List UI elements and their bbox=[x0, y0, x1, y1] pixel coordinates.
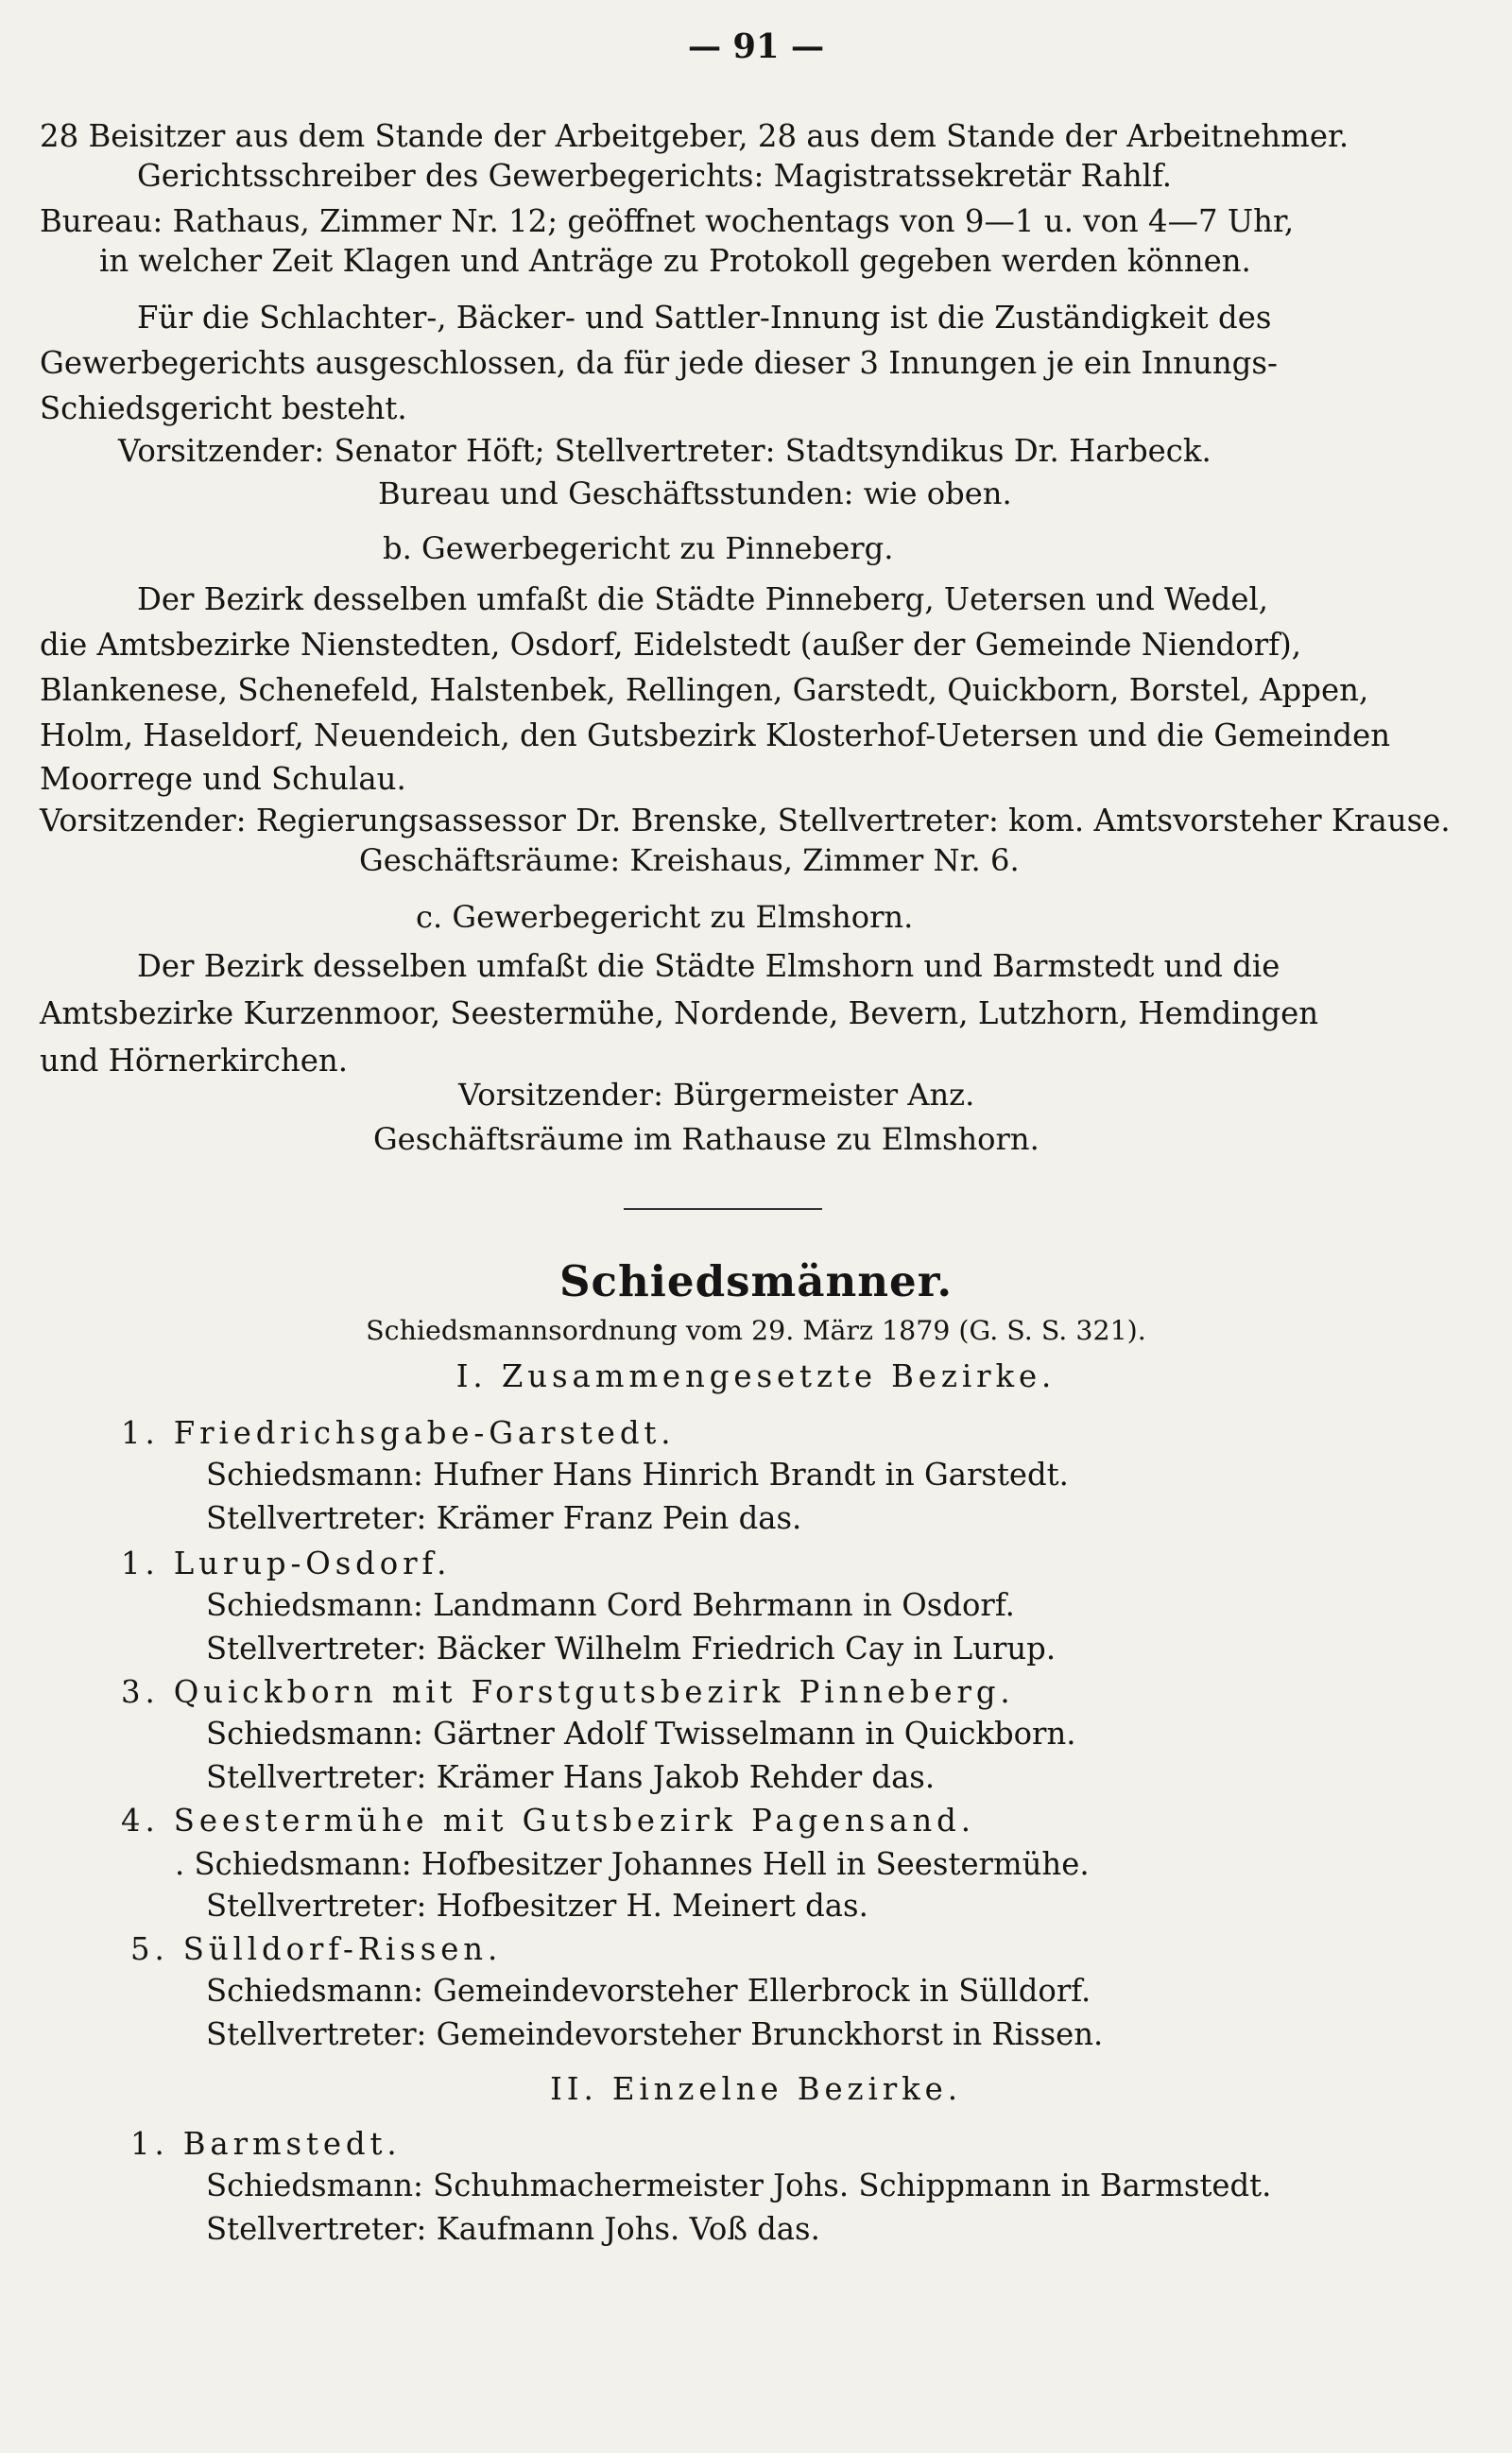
text-line: Bureau: Rathaus, Zimmer Nr. 12; geöffnet wochentags von 9—1 u. von 4—7 Uhr, bbox=[40, 203, 1295, 239]
schiedsmann-line: Schiedsmann: Gärtner Adolf Twisselmann in Quickborn. bbox=[206, 1716, 1076, 1752]
stellvertreter-line: Stellvertreter: Hofbesitzer H. Meinert das. bbox=[206, 1888, 868, 1924]
part-heading: I. Zusammengesetzte Bezirke. bbox=[455, 1358, 1057, 1394]
district-name: 4. Seestermühe mit Gutsbezirk Pagensand. bbox=[121, 1803, 975, 1839]
text-line: Geschäftsräume im Rathause zu Elmshorn. bbox=[373, 1121, 1040, 1157]
schiedsmann-line: Schiedsmann: Schuhmachermeister Johs. Schippmann in Barmstedt. bbox=[206, 2168, 1272, 2203]
text-line: Vorsitzender: Regierungsassessor Dr. Brenske, Stellvertreter: kom. Amtsvorsteher Krause. bbox=[40, 803, 1451, 838]
divider bbox=[624, 1208, 822, 1210]
stellvertreter-line: Stellvertreter: Krämer Hans Jakob Rehder das. bbox=[206, 1759, 936, 1795]
section-heading: b. Gewerbegericht zu Pinneberg. bbox=[383, 530, 894, 566]
text-line: und Hörnerkirchen. bbox=[40, 1043, 348, 1079]
district-name: 5. Sülldorf-Rissen. bbox=[130, 1931, 503, 1967]
schiedsmann-line: . Schiedsmann: Hofbesitzer Johannes Hell in Seestermühe. bbox=[175, 1846, 1090, 1882]
text-line: Amtsbezirke Kurzenmoor, Seestermühe, Nordende, Bevern, Lutzhorn, Hemdingen bbox=[40, 995, 1319, 1031]
text-line: Holm, Haseldorf, Neuendeich, den Gutsbezirk Klosterhof-Uetersen und die Gemeinden bbox=[40, 717, 1391, 753]
schiedsmann-line: Schiedsmann: Gemeindevorsteher Ellerbrock in Sülldorf. bbox=[206, 1973, 1091, 2009]
part-heading: II. Einzelne Bezirke. bbox=[550, 2071, 962, 2107]
schiedsmann-line: Schiedsmann: Hufner Hans Hinrich Brandt in Garstedt. bbox=[206, 1457, 1069, 1493]
page-number: — 91 — bbox=[687, 27, 825, 66]
text-line: Gerichtsschreiber des Gewerbegerichts: Magistratssekretär Rahlf. bbox=[137, 158, 1173, 194]
text-line: Vorsitzender: Bürgermeister Anz. bbox=[458, 1077, 975, 1113]
district-name: 1. Barmstedt. bbox=[130, 2126, 402, 2162]
stellvertreter-line: Stellvertreter: Bäcker Wilhelm Friedrich Cay in Lurup. bbox=[206, 1631, 1057, 1667]
stellvertreter-line: Stellvertreter: Kaufmann Johs. Voß das. bbox=[206, 2211, 820, 2247]
district-name: 1. Lurup-Osdorf. bbox=[121, 1546, 452, 1581]
text-line: die Amtsbezirke Nienstedten, Osdorf, Eidelstedt (außer der Gemeinde Niendorf), bbox=[40, 627, 1302, 663]
text-line: Blankenese, Schenefeld, Halstenbek, Rellingen, Garstedt, Quickborn, Borstel, Appen, bbox=[40, 672, 1369, 708]
section-heading: c. Gewerbegericht zu Elmshorn. bbox=[416, 899, 914, 935]
section-title: Schiedsmänner. bbox=[558, 1256, 954, 1306]
stellvertreter-line: Stellvertreter: Gemeindevorsteher Brunckhorst in Rissen. bbox=[206, 2016, 1104, 2052]
text-line: Für die Schlachter-, Bäcker- und Sattler-Innung ist die Zuständigkeit des bbox=[137, 300, 1272, 336]
text-line: Gewerbegerichts ausgeschlossen, da für jede dieser 3 Innungen je ein Innungs- bbox=[40, 345, 1278, 381]
section-subtitle: Schiedsmannsordnung vom 29. März 1879 (G. S. S. 321). bbox=[366, 1315, 1146, 1346]
text-line: 28 Beisitzer aus dem Stande der Arbeitgeber, 28 aus dem Stande der Arbeitnehmer. bbox=[40, 118, 1349, 154]
text-line: Vorsitzender: Senator Höft; Stellvertreter: Stadtsyndikus Dr. Harbeck. bbox=[118, 433, 1211, 469]
text-line: Der Bezirk desselben umfaßt die Städte Elmshorn und Barmstedt und die bbox=[137, 948, 1280, 984]
text-line: Der Bezirk desselben umfaßt die Städte Pinneberg, Uetersen und Wedel, bbox=[137, 581, 1269, 617]
district-name: 1. Friedrichsgabe-Garstedt. bbox=[121, 1415, 676, 1451]
text-line: Schiedsgericht besteht. bbox=[40, 390, 407, 426]
text-line: Geschäftsräume: Kreishaus, Zimmer Nr. 6. bbox=[359, 842, 1020, 878]
district-name: 3. Quickborn mit Forstgutsbezirk Pinneberg. bbox=[121, 1674, 1015, 1710]
stellvertreter-line: Stellvertreter: Krämer Franz Pein das. bbox=[206, 1500, 802, 1536]
schiedsmann-line: Schiedsmann: Landmann Cord Behrmann in Osdorf. bbox=[206, 1587, 1015, 1623]
text-line: in welcher Zeit Klagen und Anträge zu Protokoll gegeben werden können. bbox=[99, 243, 1251, 279]
text-line: Moorrege und Schulau. bbox=[40, 761, 406, 797]
text-line: Bureau und Geschäftsstunden: wie oben. bbox=[378, 475, 1012, 511]
